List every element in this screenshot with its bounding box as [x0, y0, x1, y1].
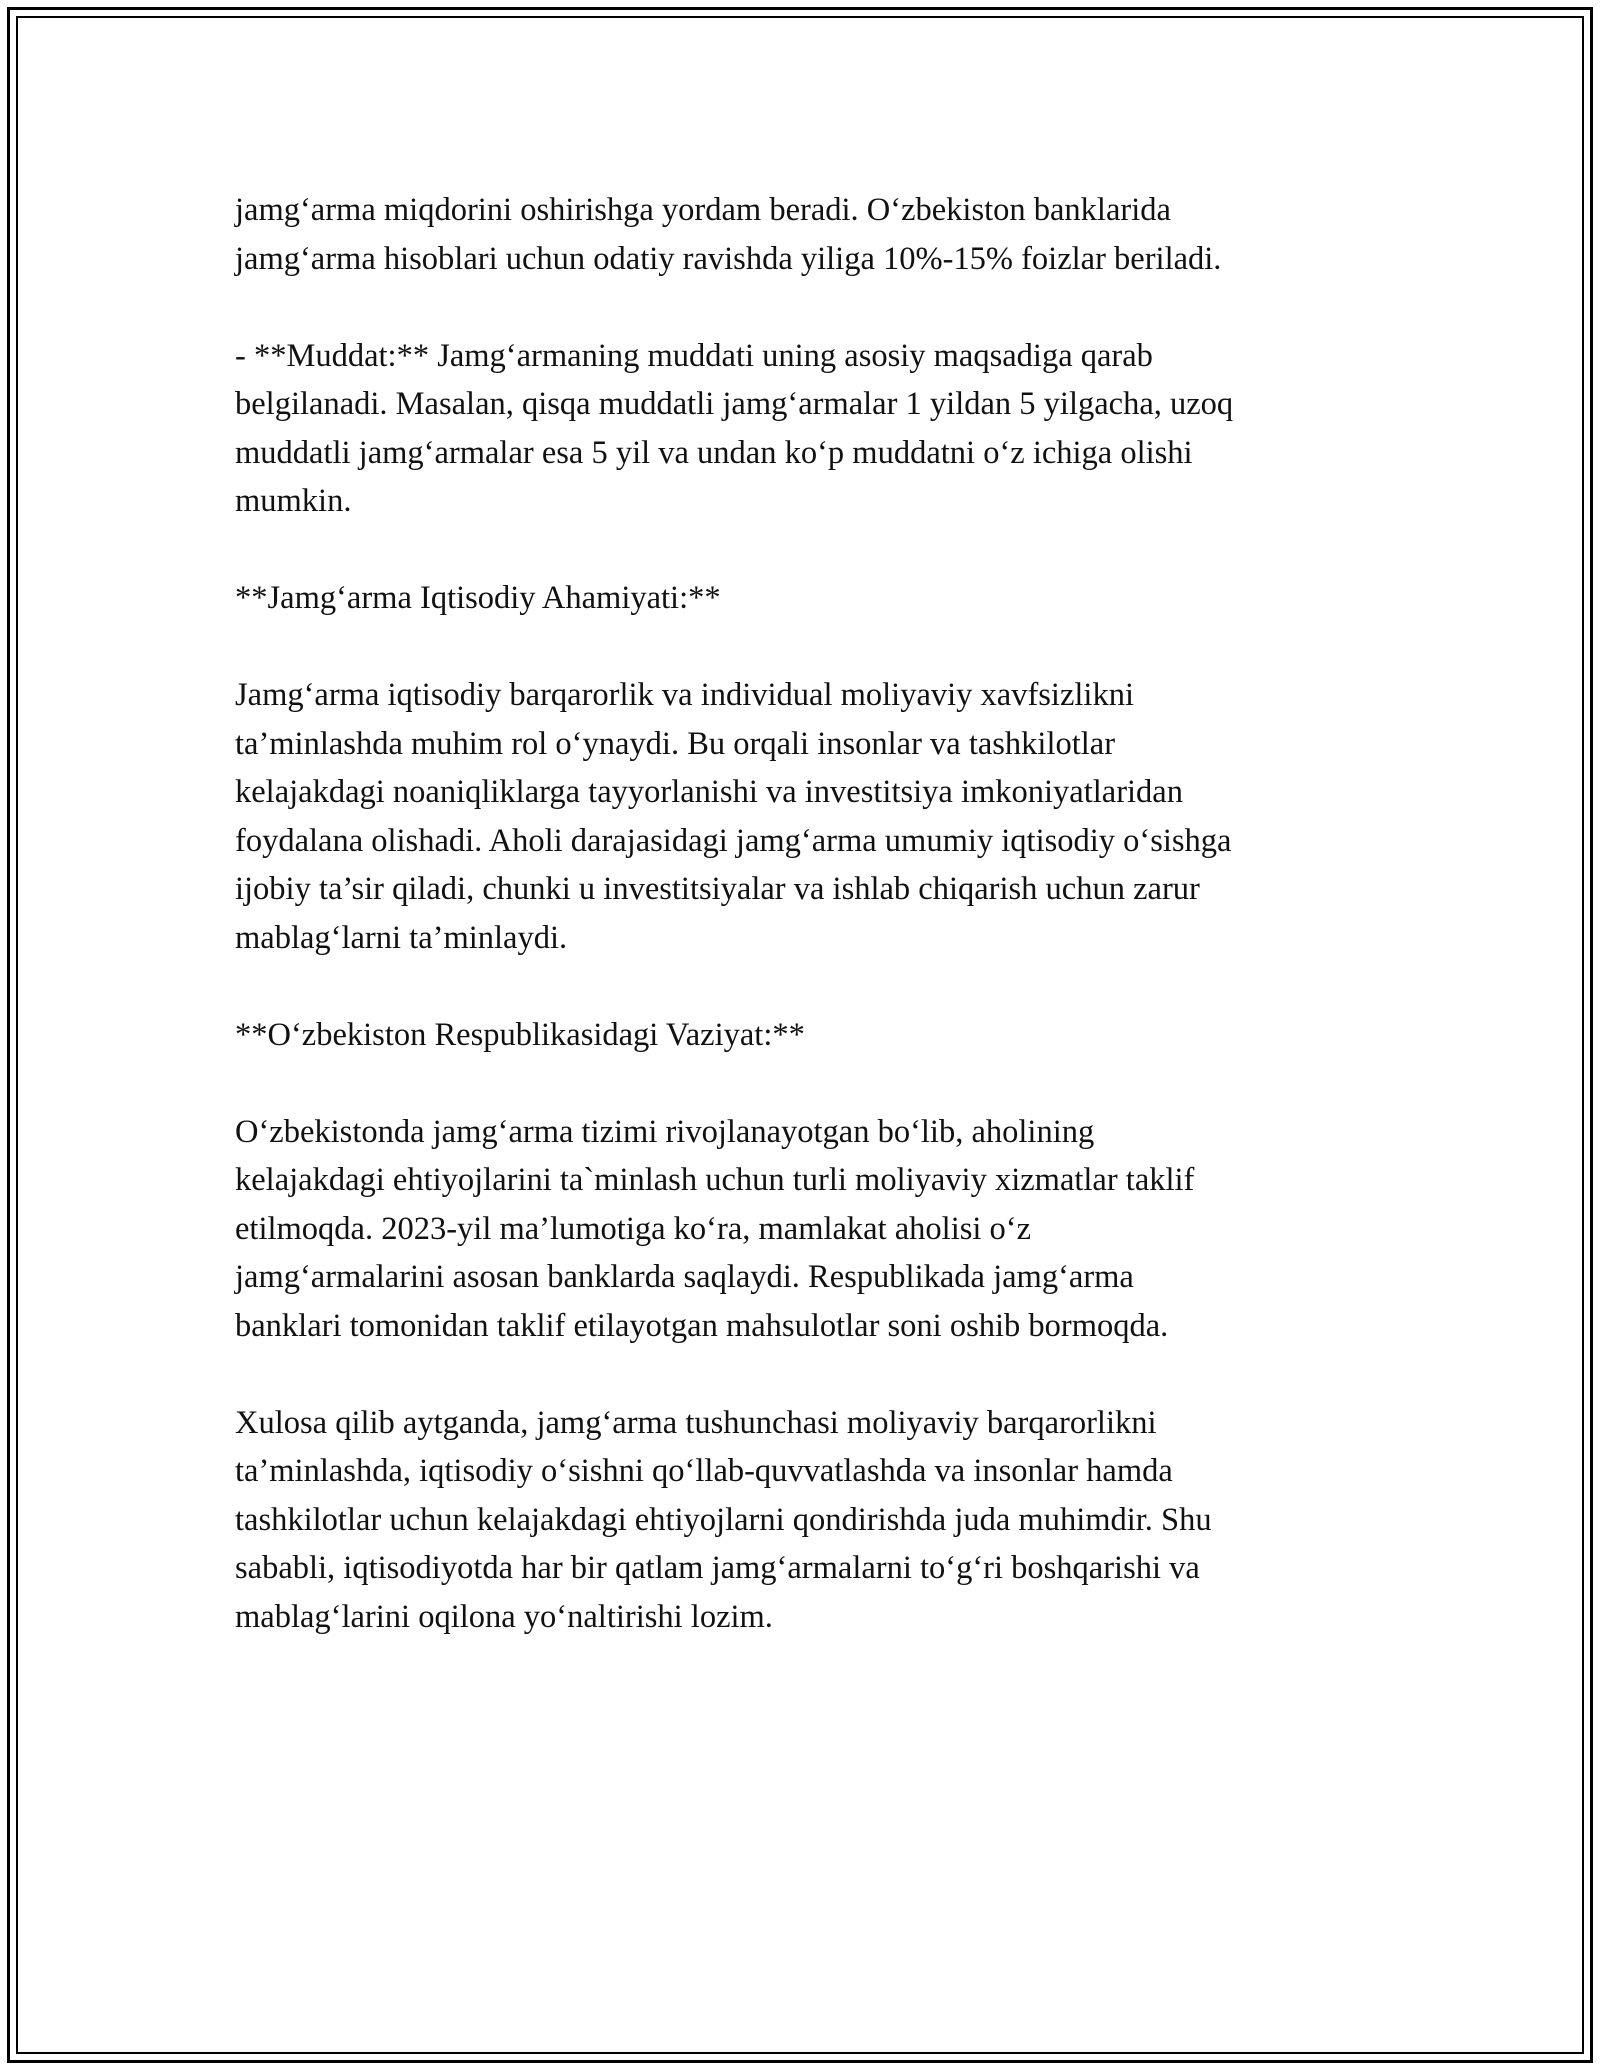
paragraph-vaziyat — [235, 1108, 1385, 1351]
text-line: - **Muddat:** Jamg‘armaning muddati uning asosiy maqsadiga qarab — [235, 337, 1153, 374]
text-line: tashkilotlar uchun kelajakdagi ehtiyojlarni qondirishda juda muhimdir. Shu — [235, 1501, 1212, 1538]
text-line: foydalana olishadi. Aholi darajasidagi jamg‘arma umumiy iqtisodiy o‘sishga — [235, 822, 1232, 859]
text-line: O‘zbekistonda jamg‘arma tizimi rivojlanayotgan bo‘lib, aholining — [235, 1113, 1095, 1150]
text-line: jamg‘armalarini asosan banklarda saqlaydi. Respublikada jamg‘arma — [235, 1259, 1134, 1295]
text-line: sababli, iqtisodiyotda har bir qatlam jamg‘armalarni to‘g‘ri boshqarishi va — [235, 1550, 1200, 1586]
text-line: kelajakdagi ehtiyojlarini ta`minlash uchun turli moliyaviy xizmatlar taklif — [235, 1162, 1195, 1198]
text-line: ta’minlashda muhim rol o‘ynaydi. Bu orqali insonlar va tashkilotlar — [235, 725, 1116, 762]
paragraph-xulosa — [235, 1399, 1385, 1642]
text-line: **O‘zbekiston Respublikasidagi Vaziyat:** — [235, 1016, 805, 1053]
section-heading-ahamiyati — [235, 574, 1385, 623]
text-line: muddatli jamg‘armalar esa 5 yil va undan ko‘p muddatni o‘z ichiga olishi — [235, 434, 1193, 471]
document-body — [235, 186, 1385, 1690]
text-line: jamg‘arma hisoblari uchun odatiy ravishda yiliga 10%-15% foizlar beriladi. — [235, 240, 1222, 277]
paragraph-muddat — [235, 332, 1385, 526]
paragraph-intro-continuation — [235, 186, 1385, 283]
text-line: banklari tomonidan taklif etilayotgan mahsulotlar soni oshib bormoqda. — [235, 1307, 1169, 1344]
text-line: belgilanadi. Masalan, qisqa muddatli jamg‘armalar 1 yildan 5 yilgacha, uzoq — [235, 386, 1234, 422]
text-line: ijobiy ta’sir qiladi, chunki u investitsiyalar va ishlab chiqarish uchun zarur — [235, 871, 1200, 907]
text-line: Jamg‘arma iqtisodiy barqarorlik va individual moliyaviy xavfsizlikni — [235, 677, 1134, 713]
text-line: kelajakdagi noaniqliklarga tayyorlanishi va investitsiya imkoniyatlaridan — [235, 774, 1183, 810]
paragraph-ahamiyati — [235, 671, 1385, 962]
text-line: mumkin. — [235, 483, 352, 519]
text-line: ta’minlashda, iqtisodiy o‘sishni qo‘llab-quvvatlashda va insonlar hamda — [235, 1453, 1173, 1489]
text-line: mablag‘larni ta’minlaydi. — [235, 919, 568, 956]
section-heading-vaziyat — [235, 1011, 1385, 1060]
text-line: Xulosa qilib aytganda, jamg‘arma tushunchasi moliyaviy barqarorlikni — [235, 1404, 1157, 1441]
text-line: etilmoqda. 2023-yil ma’lumotiga ko‘ra, mamlakat aholisi o‘z — [235, 1210, 1032, 1247]
text-line: **Jamg‘arma Iqtisodiy Ahamiyati:** — [235, 580, 721, 616]
text-line: jamg‘arma miqdorini oshirishga yordam beradi. O‘zbekiston banklarida — [235, 192, 1171, 228]
text-line: mablag‘larini oqilona yo‘naltirishi lozim. — [235, 1598, 773, 1635]
